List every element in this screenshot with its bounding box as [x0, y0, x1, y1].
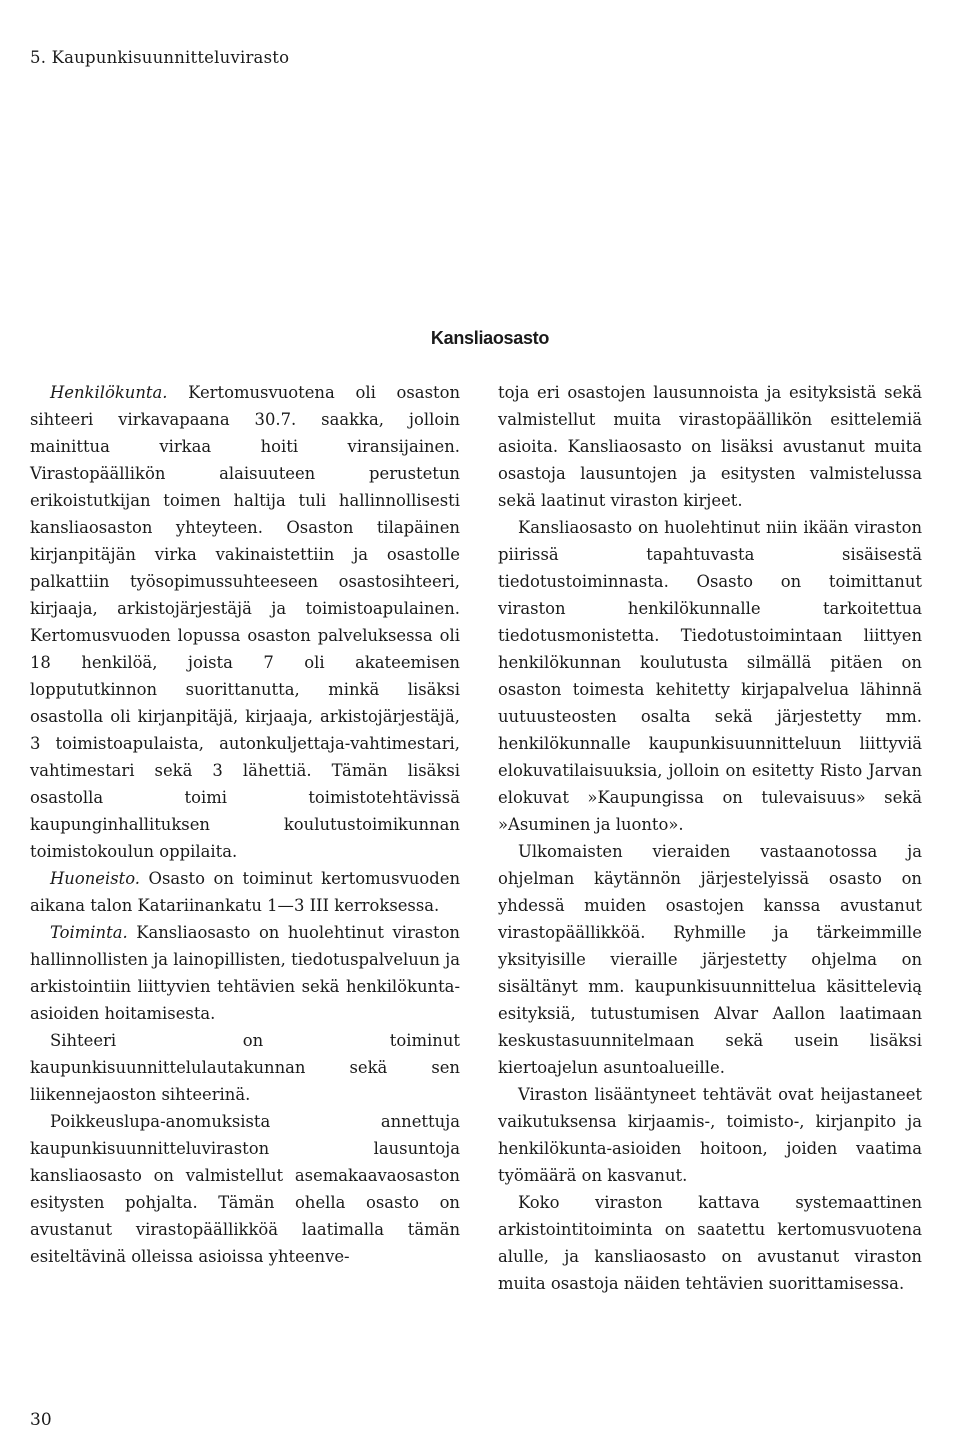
paragraph-text: Osasto on toiminut kertomusvuoden aikana talon Katariinankatu 1—3 III kerroksessa. [30, 869, 460, 915]
paragraph-tehtavat: Viraston lisääntyneet tehtävät ovat heijastaneet vaikutuksensa kirjaamis-, toimisto-, kirjanpito ja henkilökunta-asioiden hoitoon, joiden vaatima työmäärä on kasvanut. [498, 1085, 922, 1185]
paragraph-continuation: toja eri osastojen lausunnoista ja esityksistä sekä valmistellut muita virastopäällikön esittelemiä asioita. Kansliaosasto on lisäksi avustanut muita osastoja lausuntojen ja esitysten valmistelussa sekä laatinut viraston kirjeet. [498, 383, 922, 510]
paragraph-label: Huoneisto. [50, 869, 141, 888]
paragraph-text: Kertomusvuotena oli osaston sihteeri virkavapaana 30.7. saakka, jolloin mainittua virkaa hoiti viransijainen. Virastopäällikön alaisuuteen perustetun erikoistutkijan toimen haltija tuli hallinnollisesti kansliaosaston yhteyteen. Osaston tilapäinen kirjanpitäjän virka vakinaistettiin ja osastolle palkattiin työsopimussuhteeseen osastosihteeri, kirjaaja, arkistojärjestäjä ja toimistoapulainen. Kertomusvuoden lopussa osaston palveluksessa oli 18 henkilöä, joista 7 oli akateemisen loppututkinnon suorittanutta, minkä lisäksi osastolla oli kirjanpitäjä, kirjaaja, arkistojärjestäjä, 3 toimistoapulaista, autonkuljettaja-vahtimestari, vahtimestari sekä 3 lähettiä. Tämän lisäksi osastolla toimi toimistotehtävissä kaupunginhallituksen koulutustoimikunnan toimistokoulun oppilaita. [30, 383, 460, 861]
paragraph-henkilokunta [30, 379, 460, 865]
paragraph-huoneisto [30, 865, 460, 919]
paragraph-text: Kansliaosasto on huolehtinut viraston hallinnollisten ja lainopillisten, tiedotuspalveluun ja arkistointiin liittyvien tehtävien sekä henkilökunta-asioiden hoitamisesta. [30, 923, 460, 1023]
paragraph-sihteeri: Sihteeri on toiminut kaupunkisuunnittelulautakunnan sekä sen liikennejaoston sihteerinä. [30, 1031, 460, 1104]
paragraph-vieraat: Ulkomaisten vieraiden vastaanotossa ja ohjelman käytännön järjestelyissä osasto on yhdessä muiden osastojen kanssa avustanut virastopäällikköä. Ryhmille ja tärkeimmille yksityisille vieraille järjestetty ohjelma on sisältänyt mm. kaupunkisuunnittelua käsittelevią esityksiä, tutustumisen Alvar Aallon laatimaan keskustasuunnitelmaan sekä usein lisäksi kiertoajelun asuntoalueille. [498, 842, 922, 1077]
paragraph-label: Henkilökunta. [50, 383, 168, 402]
paragraph-poikkeuslupa: Poikkeuslupa-anomuksista annettuja kaupunkisuunnitteluviraston lausuntoja kansliaosasto on valmistellut asemakaavaosaston esitysten pohjalta. Tämän ohella osasto on avustanut virastopäällikköä laatimalla tämän esiteltävinä olleissa asioissa yhteenve- [30, 1112, 460, 1266]
paragraph-arkistointi: Koko viraston kattava systemaattinen arkistointitoiminta on saatettu kertomusvuotena alulle, ja kansliaosasto on avustanut viraston muita osastoja näiden tehtävien suorittamisessa. [498, 1193, 922, 1293]
section-title: Kansliaosasto [430, 328, 550, 348]
chapter-heading: 5. Kaupunkisuunnitteluvirasto [30, 48, 290, 67]
paragraph-tiedotus: Kansliaosasto on huolehtinut niin ikään viraston piirissä tapahtuvasta sisäisestä tiedotustoiminnasta. Osasto on toimittanut viraston henkilökunnalle tarkoitettua tiedotusmonistetta. Tiedotustoimintaan liittyen henkilökunnan koulutusta silmällä pitäen on osaston toimesta kehitetty kirjapalvelua lähinnä uutuusteosten osalta sekä järjestetty mm. henkilökunnalle kaupunkisuunnitteluun liittyviä elokuvatilaisuuksia, jolloin on esitetty Risto Jarvan elokuvat »Kaupungissa on tulevaisuus» sekä »Asuminen ja luonto». [498, 518, 922, 834]
left-column [30, 379, 460, 1270]
paragraph-label: Toiminta. [50, 923, 128, 942]
paragraph-toiminta [30, 919, 460, 1027]
right-column [498, 379, 922, 1297]
page-number: 30 [30, 1410, 52, 1430]
